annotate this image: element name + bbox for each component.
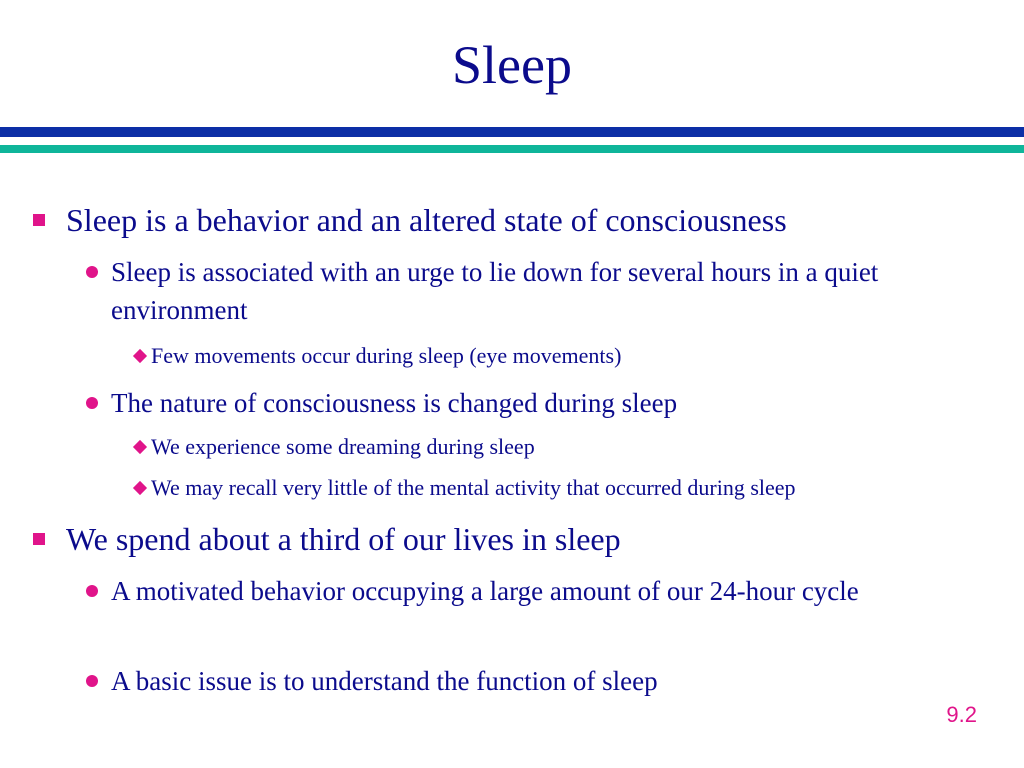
bullet-text: We may recall very little of the mental activity that occurred during sleep — [151, 475, 796, 500]
bullet-level3 — [132, 342, 621, 370]
diamond-bullet-icon — [133, 481, 147, 495]
bullet-text: We experience some dreaming during sleep — [151, 434, 535, 459]
page-number: 9.2 — [946, 702, 977, 727]
bullet-level1 — [33, 200, 787, 240]
diamond-bullet-icon — [133, 440, 147, 454]
bullet-level2 — [86, 253, 1001, 329]
title-rule-blue — [0, 127, 1024, 137]
bullet-text: The nature of consciousness is changed during sleep — [111, 388, 678, 418]
bullet-level2 — [86, 384, 1001, 422]
bullet-text: Few movements occur during sleep (eye movements) — [151, 343, 622, 368]
slide-title: Sleep — [452, 35, 572, 95]
bullet-level3 — [132, 474, 796, 502]
bullet-level3 — [132, 433, 535, 461]
title-rule-teal — [0, 145, 1024, 153]
bullet-text: A basic issue is to understand the function of sleep — [111, 666, 658, 696]
circle-bullet-icon — [86, 397, 98, 409]
square-bullet-icon — [33, 533, 45, 545]
bullet-text: We spend about a third of our lives in sleep — [66, 521, 621, 557]
bullet-level2 — [86, 662, 1001, 700]
bullet-level1 — [33, 519, 621, 559]
circle-bullet-icon — [86, 585, 98, 597]
bullet-text: Sleep is associated with an urge to lie down for several hours in a quiet environment — [111, 257, 879, 325]
circle-bullet-icon — [86, 266, 98, 278]
bullet-text: Sleep is a behavior and an altered state of consciousness — [66, 202, 787, 238]
diamond-bullet-icon — [133, 349, 147, 363]
circle-bullet-icon — [86, 675, 98, 687]
square-bullet-icon — [33, 214, 45, 226]
bullet-level2 — [86, 572, 1001, 610]
bullet-text: A motivated behavior occupying a large amount of our 24-hour cycle — [111, 576, 859, 606]
